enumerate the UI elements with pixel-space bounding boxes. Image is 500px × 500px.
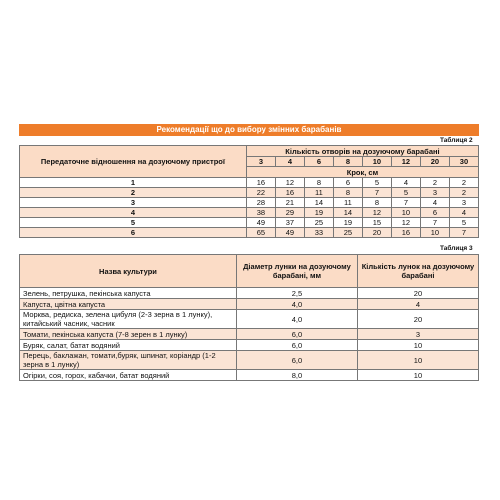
- step-value-cell: 10: [420, 228, 449, 238]
- gear-ratio-table: [19, 145, 479, 238]
- crop-name-cell: Огірки, соя, горох, кабачки, батат водяний: [20, 370, 237, 381]
- step-value-cell: 5: [391, 188, 420, 198]
- step-value-cell: 8: [333, 188, 362, 198]
- holes-count-header-cell: 8: [333, 157, 362, 167]
- step-value-cell: 33: [304, 228, 333, 238]
- step-value-cell: 21: [275, 198, 304, 208]
- step-value-cell: 11: [333, 198, 362, 208]
- ratio-column-header: Передаточне відношення на дозуючому пристрої: [20, 146, 247, 178]
- holes-count-header: Кількість отворів на дозуючому барабані: [246, 146, 478, 157]
- step-value-cell: 49: [275, 228, 304, 238]
- step-value-cell: 25: [333, 228, 362, 238]
- step-value-cell: 3: [420, 188, 449, 198]
- table-row: [20, 351, 479, 370]
- step-value-cell: 12: [275, 178, 304, 188]
- holes-count-header-cell: 6: [304, 157, 333, 167]
- step-value-cell: 7: [449, 228, 478, 238]
- step-value-cell: 4: [420, 198, 449, 208]
- hole-diameter-cell: 2,5: [236, 288, 357, 299]
- ratio-label: 3: [20, 198, 247, 208]
- ratio-label: 4: [20, 208, 247, 218]
- step-value-cell: 19: [304, 208, 333, 218]
- step-value-cell: 7: [362, 188, 391, 198]
- table-row: [20, 178, 479, 188]
- step-value-cell: 2: [420, 178, 449, 188]
- hole-count-cell: 20: [357, 288, 478, 299]
- step-value-cell: 14: [333, 208, 362, 218]
- step-value-cell: 19: [333, 218, 362, 228]
- crop-name-header: Назва культури: [20, 255, 237, 288]
- step-value-cell: 3: [449, 198, 478, 208]
- step-value-cell: 6: [333, 178, 362, 188]
- hole-diameter-cell: 6,0: [236, 351, 357, 370]
- step-value-cell: 20: [362, 228, 391, 238]
- ratio-label: 5: [20, 218, 247, 228]
- step-value-cell: 49: [246, 218, 275, 228]
- table-row: [20, 340, 479, 351]
- step-value-cell: 12: [362, 208, 391, 218]
- step-value-cell: 22: [246, 188, 275, 198]
- holes-count-header-cell: 3: [246, 157, 275, 167]
- step-value-cell: 16: [391, 228, 420, 238]
- step-value-cell: 16: [246, 178, 275, 188]
- step-value-cell: 2: [449, 188, 478, 198]
- step-value-cell: 11: [304, 188, 333, 198]
- crop-name-cell: Буряк, салат, батат водяний: [20, 340, 237, 351]
- hole-count-cell: 10: [357, 340, 478, 351]
- section-banner-title: Рекомендації що до вибору змінних барабанів: [19, 124, 479, 136]
- step-value-cell: 8: [362, 198, 391, 208]
- step-value-cell: 6: [420, 208, 449, 218]
- table-row: [20, 218, 479, 228]
- table-row: [20, 370, 479, 381]
- holes-count-header-cell: 10: [362, 157, 391, 167]
- crop-name-cell: Томати, пекінська капуста (7-8 зерен в 1 лунку): [20, 329, 237, 340]
- table-row: [20, 228, 479, 238]
- step-value-cell: 7: [420, 218, 449, 228]
- table-row: [20, 329, 479, 340]
- table-row: [20, 310, 479, 329]
- step-value-cell: 10: [391, 208, 420, 218]
- ratio-label: 1: [20, 178, 247, 188]
- hole-count-cell: 10: [357, 351, 478, 370]
- step-value-cell: 65: [246, 228, 275, 238]
- step-value-cell: 4: [449, 208, 478, 218]
- table-row: [20, 188, 479, 198]
- crop-name-cell: Зелень, петрушка, пекінська капуста: [20, 288, 237, 299]
- step-value-cell: 2: [449, 178, 478, 188]
- step-value-cell: 15: [362, 218, 391, 228]
- step-header: Крок, см: [246, 167, 478, 178]
- ratio-label: 6: [20, 228, 247, 238]
- ratio-label: 2: [20, 188, 247, 198]
- hole-count-cell: 10: [357, 370, 478, 381]
- step-value-cell: 37: [275, 218, 304, 228]
- table-row: [20, 288, 479, 299]
- crop-name-cell: Капуста, цвітна капуста: [20, 299, 237, 310]
- hole-count-cell: 4: [357, 299, 478, 310]
- hole-count-header: Кількість лунок на дозуючому барабані: [357, 255, 478, 288]
- table2-caption: Таблиця 2: [440, 137, 473, 144]
- step-value-cell: 25: [304, 218, 333, 228]
- table-row: [20, 198, 479, 208]
- step-value-cell: 38: [246, 208, 275, 218]
- hole-diameter-cell: 6,0: [236, 340, 357, 351]
- hole-count-cell: 3: [357, 329, 478, 340]
- hole-diameter-cell: 4,0: [236, 299, 357, 310]
- step-value-cell: 16: [275, 188, 304, 198]
- step-value-cell: 4: [391, 178, 420, 188]
- holes-count-header-cell: 4: [275, 157, 304, 167]
- step-value-cell: 7: [391, 198, 420, 208]
- step-value-cell: 5: [362, 178, 391, 188]
- table-row: [20, 299, 479, 310]
- step-value-cell: 29: [275, 208, 304, 218]
- hole-diameter-header: Діаметр лунки на дозуючому барабані, мм: [236, 255, 357, 288]
- holes-count-header-cell: 20: [420, 157, 449, 167]
- hole-diameter-cell: 8,0: [236, 370, 357, 381]
- step-value-cell: 8: [304, 178, 333, 188]
- crop-table: [19, 254, 479, 381]
- hole-count-cell: 20: [357, 310, 478, 329]
- crop-name-cell: Морква, редиска, зелена цибуля (2-3 зерна в 1 лунку), китайський часник, часник: [20, 310, 237, 329]
- step-value-cell: 28: [246, 198, 275, 208]
- table3-caption: Таблиця 3: [440, 245, 473, 252]
- crop-name-cell: Перець, баклажан, томати,буряк, шпинат, коріандр (1-2 зерна в 1 лунку): [20, 351, 237, 370]
- step-value-cell: 14: [304, 198, 333, 208]
- holes-count-header-cell: 12: [391, 157, 420, 167]
- table-row: [20, 208, 479, 218]
- step-value-cell: 12: [391, 218, 420, 228]
- step-value-cell: 5: [449, 218, 478, 228]
- hole-diameter-cell: 6,0: [236, 329, 357, 340]
- hole-diameter-cell: 4,0: [236, 310, 357, 329]
- holes-count-header-cell: 30: [449, 157, 478, 167]
